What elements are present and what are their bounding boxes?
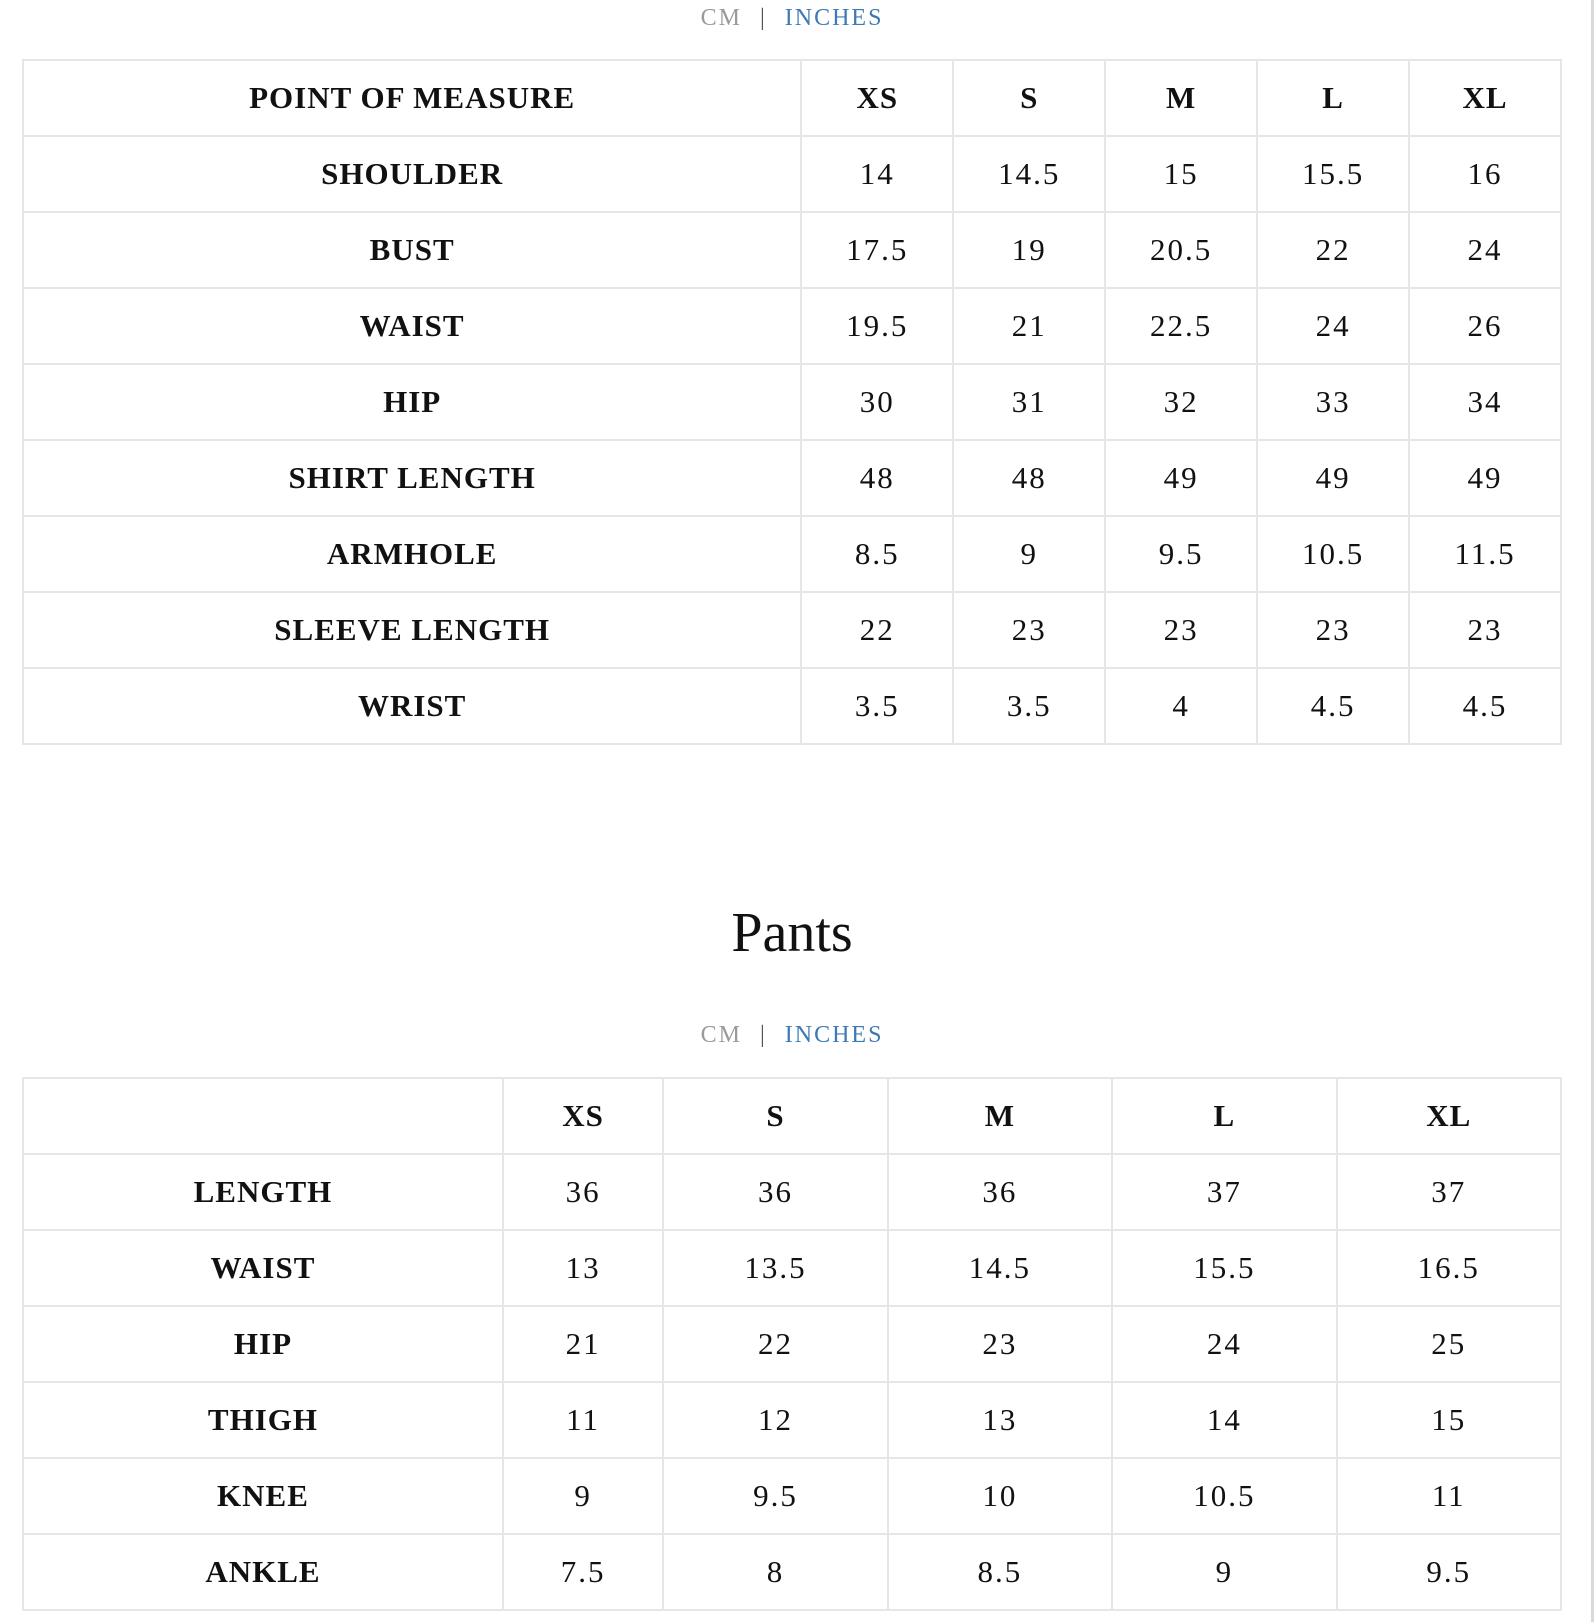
table-row <box>23 136 1561 212</box>
cell-size-xs: 48 <box>801 440 953 516</box>
header-size-xs: XS <box>503 1078 663 1154</box>
header-blank <box>23 1078 503 1154</box>
cell-size-m: 36 <box>888 1154 1112 1230</box>
cell-size-m: 4 <box>1105 668 1257 744</box>
cell-size-xs: 36 <box>503 1154 663 1230</box>
cell-size-xl: 15 <box>1337 1382 1561 1458</box>
cell-size-l: 24 <box>1112 1306 1336 1382</box>
unit-separator: | <box>759 5 767 31</box>
header-size-s: S <box>953 60 1105 136</box>
table-row <box>23 364 1561 440</box>
cell-size-s: 9.5 <box>663 1458 887 1534</box>
table-row <box>23 288 1561 364</box>
cell-size-xs: 22 <box>801 592 953 668</box>
table-row <box>23 1534 1561 1610</box>
cell-size-xl: 49 <box>1409 440 1561 516</box>
row-label: ARMHOLE <box>23 516 801 592</box>
cell-size-l: 49 <box>1257 440 1409 516</box>
table-row <box>23 440 1561 516</box>
cell-size-m: 8.5 <box>888 1534 1112 1610</box>
row-label: HIP <box>23 1306 503 1382</box>
shirt-size-table <box>22 59 1562 745</box>
table-row <box>23 1306 1561 1382</box>
cell-size-xs: 21 <box>503 1306 663 1382</box>
row-label: THIGH <box>23 1382 503 1458</box>
pants-size-table <box>22 1077 1562 1611</box>
cell-size-xl: 23 <box>1409 592 1561 668</box>
row-label: BUST <box>23 212 801 288</box>
cell-size-xl: 9.5 <box>1337 1534 1561 1610</box>
cell-size-m: 15 <box>1105 136 1257 212</box>
cell-size-s: 3.5 <box>953 668 1105 744</box>
cell-size-m: 13 <box>888 1382 1112 1458</box>
unit-toggle <box>0 0 1584 38</box>
cell-size-m: 49 <box>1105 440 1257 516</box>
header-size-xl: XL <box>1337 1078 1561 1154</box>
header-size-m: M <box>1105 60 1257 136</box>
table-header-row <box>23 60 1561 136</box>
cell-size-l: 22 <box>1257 212 1409 288</box>
cell-size-l: 10.5 <box>1257 516 1409 592</box>
cell-size-s: 21 <box>953 288 1105 364</box>
cell-size-xs: 11 <box>503 1382 663 1458</box>
cell-size-xs: 3.5 <box>801 668 953 744</box>
cell-size-s: 8 <box>663 1534 887 1610</box>
row-label: KNEE <box>23 1458 503 1534</box>
header-point-of-measure: POINT OF MEASURE <box>23 60 801 136</box>
cell-size-xl: 25 <box>1337 1306 1561 1382</box>
cell-size-xs: 13 <box>503 1230 663 1306</box>
cell-size-xl: 11.5 <box>1409 516 1561 592</box>
cell-size-xl: 24 <box>1409 212 1561 288</box>
cell-size-s: 48 <box>953 440 1105 516</box>
cell-size-l: 4.5 <box>1257 668 1409 744</box>
cell-size-s: 12 <box>663 1382 887 1458</box>
unit-cm-link[interactable]: CM <box>700 1022 742 1048</box>
row-label: ANKLE <box>23 1534 503 1610</box>
cell-size-m: 23 <box>888 1306 1112 1382</box>
section-title-pants: Pants <box>731 902 853 964</box>
table-row <box>23 1382 1561 1458</box>
cell-size-xl: 16 <box>1409 136 1561 212</box>
cell-size-xl: 4.5 <box>1409 668 1561 744</box>
unit-inches-link[interactable]: INCHES <box>784 5 884 31</box>
cell-size-l: 15.5 <box>1112 1230 1336 1306</box>
cell-size-l: 33 <box>1257 364 1409 440</box>
unit-inches-link[interactable]: INCHES <box>784 1022 884 1048</box>
header-size-l: L <box>1257 60 1409 136</box>
cell-size-s: 13.5 <box>663 1230 887 1306</box>
table-row <box>23 212 1561 288</box>
cell-size-xs: 30 <box>801 364 953 440</box>
row-label: WAIST <box>23 1230 503 1306</box>
cell-size-s: 31 <box>953 364 1105 440</box>
row-label: LENGTH <box>23 1154 503 1230</box>
cell-size-l: 14 <box>1112 1382 1336 1458</box>
cell-size-m: 14.5 <box>888 1230 1112 1306</box>
cell-size-l: 10.5 <box>1112 1458 1336 1534</box>
table-row <box>23 1230 1561 1306</box>
unit-separator: | <box>759 1022 767 1048</box>
cell-size-xs: 17.5 <box>801 212 953 288</box>
cell-size-m: 32 <box>1105 364 1257 440</box>
cell-size-xs: 7.5 <box>503 1534 663 1610</box>
cell-size-s: 14.5 <box>953 136 1105 212</box>
cell-size-l: 37 <box>1112 1154 1336 1230</box>
cell-size-xl: 34 <box>1409 364 1561 440</box>
table-row <box>23 592 1561 668</box>
unit-cm-link[interactable]: CM <box>700 5 742 31</box>
header-size-m: M <box>888 1078 1112 1154</box>
cell-size-xl: 37 <box>1337 1154 1561 1230</box>
cell-size-m: 20.5 <box>1105 212 1257 288</box>
table-row <box>23 1458 1561 1534</box>
cell-size-xs: 19.5 <box>801 288 953 364</box>
cell-size-s: 36 <box>663 1154 887 1230</box>
row-label: SHOULDER <box>23 136 801 212</box>
row-label: SLEEVE LENGTH <box>23 592 801 668</box>
cell-size-s: 9 <box>953 516 1105 592</box>
cell-size-xl: 26 <box>1409 288 1561 364</box>
cell-size-s: 22 <box>663 1306 887 1382</box>
cell-size-xs: 8.5 <box>801 516 953 592</box>
cell-size-l: 23 <box>1257 592 1409 668</box>
cell-size-m: 9.5 <box>1105 516 1257 592</box>
table-header-row <box>23 1078 1561 1154</box>
row-label: WRIST <box>23 668 801 744</box>
cell-size-xs: 14 <box>801 136 953 212</box>
unit-toggle <box>0 1015 1584 1055</box>
table-row <box>23 668 1561 744</box>
cell-size-xl: 16.5 <box>1337 1230 1561 1306</box>
header-size-s: S <box>663 1078 887 1154</box>
header-size-l: L <box>1112 1078 1336 1154</box>
table-row <box>23 1154 1561 1230</box>
cell-size-m: 10 <box>888 1458 1112 1534</box>
row-label: WAIST <box>23 288 801 364</box>
cell-size-l: 24 <box>1257 288 1409 364</box>
cell-size-m: 22.5 <box>1105 288 1257 364</box>
header-size-xs: XS <box>801 60 953 136</box>
row-label: HIP <box>23 364 801 440</box>
header-size-xl: XL <box>1409 60 1561 136</box>
cell-size-xl: 11 <box>1337 1458 1561 1534</box>
row-label: SHIRT LENGTH <box>23 440 801 516</box>
cell-size-s: 23 <box>953 592 1105 668</box>
table-row <box>23 516 1561 592</box>
cell-size-l: 15.5 <box>1257 136 1409 212</box>
cell-size-s: 19 <box>953 212 1105 288</box>
cell-size-l: 9 <box>1112 1534 1336 1610</box>
cell-size-m: 23 <box>1105 592 1257 668</box>
cell-size-xs: 9 <box>503 1458 663 1534</box>
